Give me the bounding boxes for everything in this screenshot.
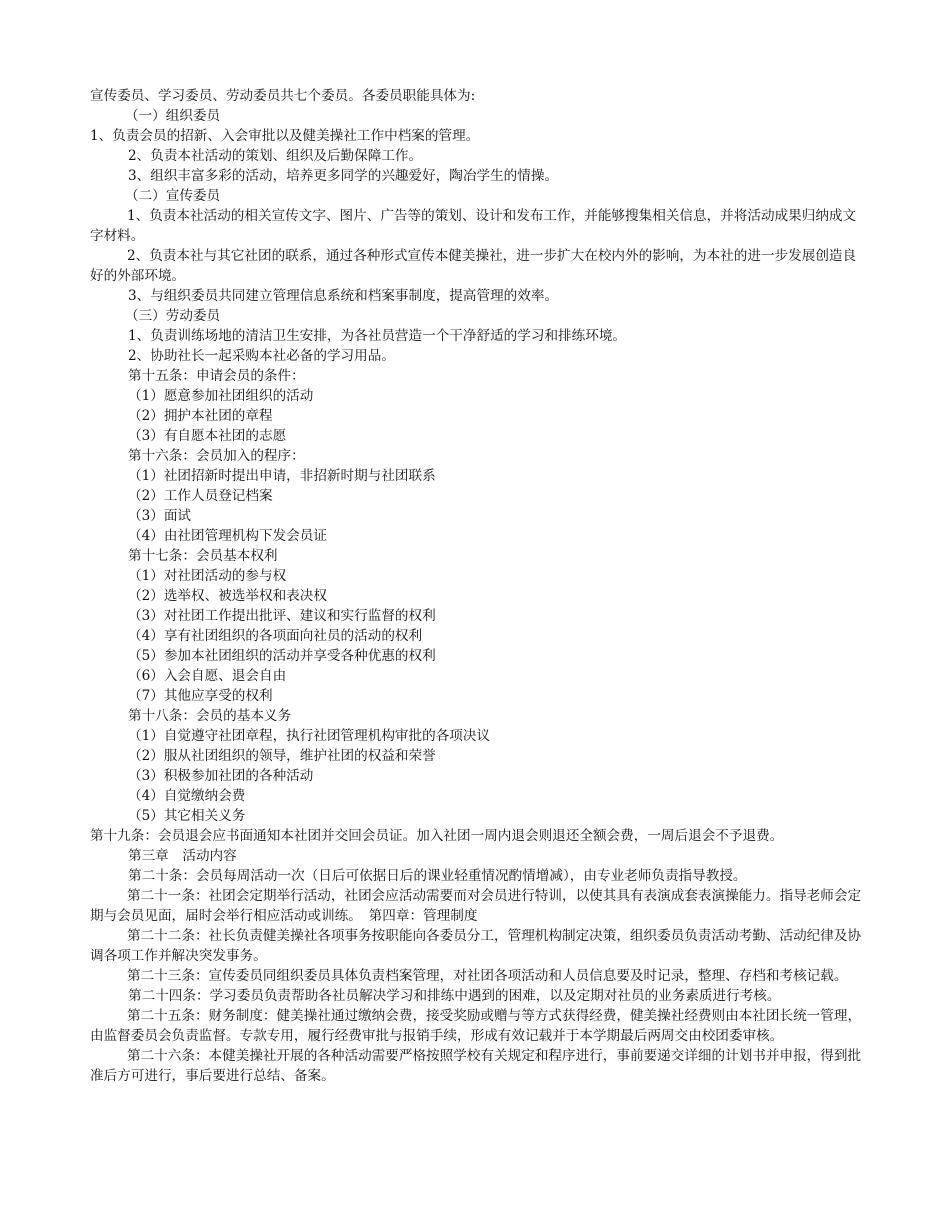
paragraph-line: （5）其它相关义务 xyxy=(128,808,246,824)
paragraph-line: 第十九条：会员退会应书面通知本社团并交回会员证。加入社团一周内退会则退还全额会费，一周后退会不予退费。 xyxy=(90,828,784,844)
paragraph-line: 第十六条：会员加入的程序： xyxy=(128,448,305,464)
paragraph-line: 第三章 活动内容 xyxy=(128,848,237,864)
paragraph-line: 1、负责训练场地的清洁卫生安排，为各社员营造一个干净舒适的学习和排练环境。 xyxy=(128,328,627,344)
paragraph-line: （1）自觉遵守社团章程，执行社团管理机构审批的各项决议 xyxy=(128,728,491,744)
paragraph-line: （4）由社团管理机构下发会员证 xyxy=(128,528,327,544)
paragraph-line: （1）对社团活动的参与权 xyxy=(128,568,287,584)
paragraph-line: 第十七条：会员基本权利 xyxy=(128,548,278,564)
paragraph-line: 宣传委员、学习委员、劳动委员共七个委员。各委员职能具体为: xyxy=(90,88,476,104)
paragraph-line: （一）组织委员 xyxy=(125,108,221,124)
document-body xyxy=(90,86,865,1086)
paragraph-line: 3、组织丰富多彩的活动，培养更多同学的兴趣爱好，陶冶学生的情操。 xyxy=(128,168,559,184)
paragraph-line: （7）其他应享受的权利 xyxy=(128,688,273,704)
paragraph-line: （3）面试 xyxy=(128,508,192,524)
paragraph-line: （3）有自愿本社团的志愿 xyxy=(128,428,287,444)
paragraph-line: （6）入会自愿、退会自由 xyxy=(128,668,287,684)
paragraph-line: 2、负责本社活动的策划、组织及后勤保障工作。 xyxy=(128,148,423,164)
paragraph-line: （4）自觉缴纳会费 xyxy=(128,788,246,804)
paragraph-line: 第二十一条：社团会定期举行活动，社团会应活动需要而对会员进行特训，以使其具有表演成套表演操能力。指导老师会定期与会员见面，届时会举行相应活动或训练。 第四章：管理制度 xyxy=(90,888,862,924)
paragraph-line: （1）愿意参加社团组织的活动 xyxy=(128,388,314,404)
paragraph-line: 第二十六条：本健美操社开展的各种活动需要严格按照学校有关规定和程序进行，事前要递交详细的计划书并申报，得到批准后方可进行，事后要进行总结、备案。 xyxy=(90,1048,862,1084)
paragraph-line: （5）参加本社团组织的活动并享受各种优惠的权利 xyxy=(128,648,436,664)
paragraph-line: 第十八条：会员的基本义务 xyxy=(128,708,292,724)
paragraph-line: （3）对社团工作提出批评、建议和实行监督的权利 xyxy=(128,608,436,624)
paragraph-line: 第二十三条：宣传委员同组织委员具体负责档案管理，对社团各项活动和人员信息要及时记录，整理、存档和考核记载。 xyxy=(127,968,848,984)
paragraph-line: （三）劳动委员 xyxy=(125,308,221,324)
paragraph-line: 2、协助社长一起采购本社必备的学习用品。 xyxy=(128,348,395,364)
paragraph-line: 3、与组织委员共同建立管理信息系统和档案事制度，提高管理的效率。 xyxy=(128,288,559,304)
paragraph-line: 2、负责本社与其它社团的联系，通过各种形式宣传本健美操社，进一步扩大在校内外的影响，为本社的进一步发展创造良好的外部环境。 xyxy=(90,248,857,284)
paragraph-line: 第二十五条：财务制度：健美操社通过缴纳会费，接受奖励或赠与等方式获得经费，健美操社经费则由本社团长统一管理，由监督委员会负责监督。专款专用，履行经费审批与报销手续，形成有效记载并于本学期最后两周交由校团委审核。 xyxy=(90,1008,862,1044)
paragraph-line: （2）服从社团组织的领导，维护社团的权益和荣誉 xyxy=(128,748,436,764)
paragraph-line: （3）积极参加社团的各种活动 xyxy=(128,768,314,784)
paragraph-line: （2）拥护本社团的章程 xyxy=(128,408,273,424)
paragraph-line: 第二十四条：学习委员负责帮助各社员解决学习和排练中遇到的困难，以及定期对社员的业务素质进行考核。 xyxy=(128,988,781,1004)
paragraph-line: （4）享有社团组织的各项面向社员的活动的权利 xyxy=(128,628,423,644)
paragraph-line: 第十五条：申请会员的条件： xyxy=(128,368,305,384)
paragraph-line: 第二十二条：社长负责健美操社各项事务按职能向各委员分工，管理机构制定决策，组织委员负责活动考勤、活动纪律及协调各项工作并解决突发事务。 xyxy=(90,928,862,964)
paragraph-line: 第二十条：会员每周活动一次（日后可依据日后的课业轻重情况酌情增减），由专业老师负责指导教授。 xyxy=(128,868,747,884)
paragraph-line: 1、负责本社活动的相关宣传文字、图片、广告等的策划、设计和发布工作，并能够搜集相关信息，并将活动成果归纳成文字材料。 xyxy=(90,208,857,244)
paragraph-line: （2）工作人员登记档案 xyxy=(128,488,273,504)
paragraph-line: （2）选举权、被选举权和表决权 xyxy=(128,588,327,604)
paragraph-line: 1、负责会员的招新、入会审批以及健美操社工作中档案的管理。 xyxy=(90,128,480,144)
paragraph-line: （二）宣传委员 xyxy=(125,188,221,204)
paragraph-line: （1）社团招新时提出申请，非招新时期与社团联系 xyxy=(128,468,436,484)
